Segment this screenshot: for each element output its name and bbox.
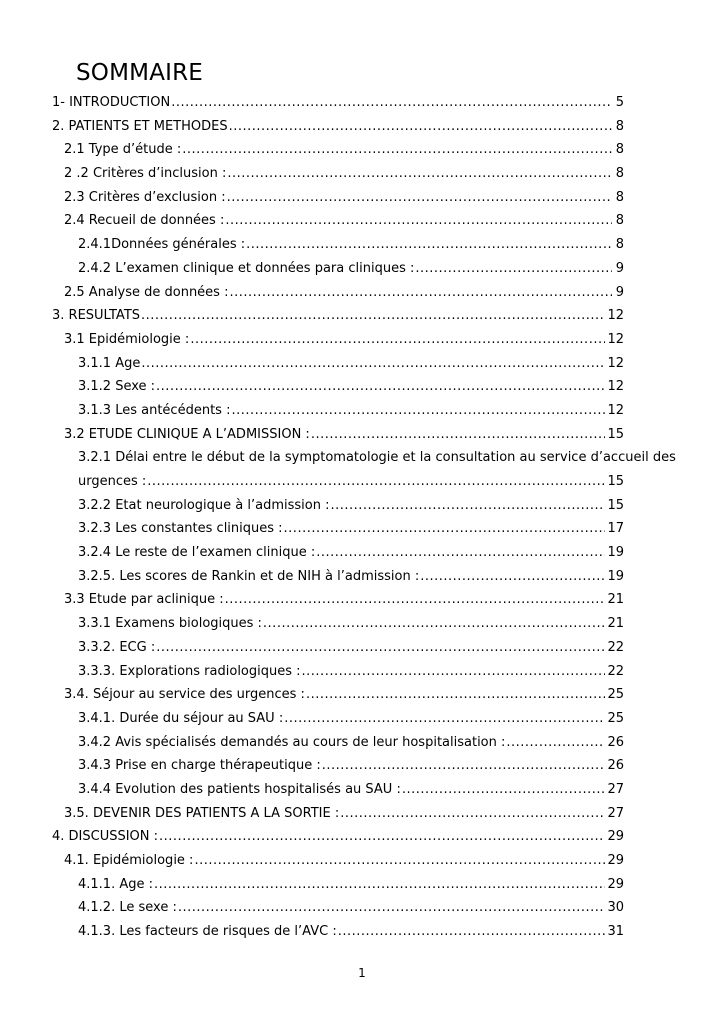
toc-entry-page-number: 9 xyxy=(615,260,624,276)
dot-leader xyxy=(338,920,606,944)
dot-leader xyxy=(420,565,605,589)
dot-leader xyxy=(506,731,605,755)
toc-entry-page-number: 15 xyxy=(607,497,624,513)
toc-entry-label: 4.1.3. Les facteurs de risques de l’AVC : xyxy=(78,924,337,940)
toc-entry-label: 3.2.1 Délai entre le début de la symptomatologie et la consultation au service d’accueil des xyxy=(78,450,676,466)
dot-leader xyxy=(194,849,605,873)
toc-entry-page-number: 15 xyxy=(607,426,624,442)
toc-entry-page-number: 17 xyxy=(607,521,624,537)
toc-entry-page-number: 26 xyxy=(607,734,624,750)
toc-entry-label: 2 .2 Critères d’inclusion : xyxy=(64,166,227,182)
toc-entry-page-number: 31 xyxy=(607,924,624,940)
toc-entry-label: 2.4.2 L’examen clinique et données para cliniques : xyxy=(78,260,415,276)
dot-leader xyxy=(178,896,606,920)
toc-entry-page-number: 12 xyxy=(607,402,624,418)
toc-entry-label: 3.4.3 Prise en charge thérapeutique : xyxy=(78,758,321,774)
toc-entry-page-number: 22 xyxy=(607,663,624,679)
toc-entry[interactable] xyxy=(0,162,724,186)
toc-entry-label: 3.3 Etude par aclinique : xyxy=(64,592,224,608)
toc-entry-label: 3.2.2 Etat neurologique à l’admission : xyxy=(78,497,330,513)
dot-leader xyxy=(402,778,606,802)
dot-leader xyxy=(246,233,612,257)
toc-entry-page-number: 29 xyxy=(607,853,624,869)
toc-entry-label: 3.2.5. Les scores de Rankin et de NIH à l’admission : xyxy=(78,568,420,584)
dot-leader xyxy=(231,399,605,423)
toc-entry-label: 3.3.1 Examens biologiques : xyxy=(78,616,262,632)
dot-leader xyxy=(227,186,612,210)
toc-entry-label: 1- INTRODUCTION xyxy=(52,95,171,110)
dot-leader xyxy=(147,470,605,494)
toc-entry[interactable] xyxy=(0,304,724,328)
toc-entry[interactable] xyxy=(0,209,724,233)
toc-entry-label: 3.2 ETUDE CLINIQUE A L’ADMISSION : xyxy=(64,426,310,442)
toc-entry[interactable] xyxy=(0,233,724,257)
toc-entry-label: 3.4.2 Avis spécialisés demandés au cours de leur hospitalisation : xyxy=(78,734,506,750)
toc-entry[interactable] xyxy=(0,446,724,493)
toc-entry-page-number: 27 xyxy=(607,781,624,797)
dot-leader xyxy=(154,873,605,897)
toc-entry[interactable] xyxy=(0,825,724,849)
dot-leader xyxy=(141,352,605,376)
toc-entry-label: 3.4.4 Evolution des patients hospitalisés au SAU : xyxy=(78,781,401,797)
dot-leader xyxy=(227,162,612,186)
toc-entry[interactable] xyxy=(0,683,724,707)
dot-leader xyxy=(415,257,612,281)
toc-entry-label: 3.1.3 Les antécédents : xyxy=(78,402,231,418)
dot-leader xyxy=(156,375,605,399)
toc-entry-page-number: 27 xyxy=(607,805,624,821)
toc-entry-label: 3.3.3. Explorations radiologiques : xyxy=(78,663,301,679)
toc-entry[interactable] xyxy=(0,399,724,423)
toc-entry-label: 3.3.2. ECG : xyxy=(78,639,156,655)
dot-leader xyxy=(229,115,612,139)
toc-entry-page-number: 25 xyxy=(607,710,624,726)
toc-entry-page-number: 8 xyxy=(615,213,624,229)
toc-entry[interactable] xyxy=(0,494,724,518)
toc-entry-label: 3.2.3 Les constantes cliniques : xyxy=(78,521,283,537)
toc-entry-page-number: 25 xyxy=(607,687,624,703)
toc-entry[interactable] xyxy=(0,328,724,352)
toc-entry-page-number: 9 xyxy=(615,284,624,300)
page-number: 1 xyxy=(358,966,366,980)
dot-leader xyxy=(141,304,605,328)
toc-entry[interactable] xyxy=(0,541,724,565)
toc-entry[interactable] xyxy=(0,849,724,873)
toc-entry-page-number: 29 xyxy=(607,876,624,892)
toc-entry-page-number: 15 xyxy=(607,474,624,489)
toc-entry-page-number: 5 xyxy=(615,95,624,110)
toc-entry[interactable] xyxy=(0,707,724,731)
toc-entry-page-number: 19 xyxy=(607,545,624,561)
toc-entry-label: 2.5 Analyse de données : xyxy=(64,284,229,300)
dot-leader xyxy=(284,517,606,541)
toc-entry[interactable] xyxy=(0,352,724,376)
toc-entry-label: 2.4.1Données générales : xyxy=(78,237,246,253)
toc-entry[interactable] xyxy=(0,588,724,612)
dot-leader xyxy=(190,328,605,352)
toc-entry-page-number: 8 xyxy=(615,237,624,253)
toc-entry-page-number: 8 xyxy=(615,189,624,205)
toc-entry-label: 3.1 Epidémiologie : xyxy=(64,331,190,347)
toc-entry-page-number: 12 xyxy=(607,331,624,347)
dot-leader xyxy=(182,138,612,162)
dot-leader xyxy=(159,825,605,849)
toc-entry-page-number: 12 xyxy=(607,308,624,324)
toc-entry[interactable] xyxy=(0,612,724,636)
toc-entry-label: 3.1.2 Sexe : xyxy=(78,379,156,395)
toc-entry-label: 4.1.2. Le sexe : xyxy=(78,900,177,916)
toc-entry-page-number: 21 xyxy=(607,592,624,608)
toc-entry-page-number: 26 xyxy=(607,758,624,774)
toc-entry[interactable] xyxy=(0,920,724,944)
toc-entry[interactable] xyxy=(0,636,724,660)
toc-entry-label-continuation: urgences : xyxy=(78,474,147,489)
toc-entry[interactable] xyxy=(0,565,724,589)
dot-leader xyxy=(302,660,606,684)
toc-entry-page-number: 30 xyxy=(607,900,624,916)
toc-entry-label: 3.5. DEVENIR DES PATIENTS A LA SORTIE : xyxy=(64,805,340,821)
toc-entry[interactable] xyxy=(0,91,724,115)
toc-entry[interactable] xyxy=(0,754,724,778)
toc-entry[interactable] xyxy=(0,778,724,802)
toc-entry-label: 2.4 Recueil de données : xyxy=(64,213,225,229)
toc-entry-page-number: 8 xyxy=(615,166,624,182)
toc-entry[interactable] xyxy=(0,281,724,305)
toc-entry-label: 4.1. Epidémiologie : xyxy=(64,853,194,869)
toc-entry-page-number: 21 xyxy=(607,616,624,632)
toc-entry[interactable] xyxy=(0,423,724,447)
toc-entry-label: 3. RESULTATS xyxy=(52,308,141,324)
toc-entry-page-number: 29 xyxy=(607,829,624,845)
toc-entry[interactable] xyxy=(0,375,724,399)
toc-entry[interactable] xyxy=(0,138,724,162)
toc-entry-label: 4.1.1. Age : xyxy=(78,876,153,892)
dot-leader xyxy=(311,423,606,447)
toc-entry[interactable] xyxy=(0,517,724,541)
dot-leader xyxy=(225,209,612,233)
dot-leader xyxy=(284,707,605,731)
toc-entry[interactable] xyxy=(0,660,724,684)
toc-entry-label: 3.4. Séjour au service des urgences : xyxy=(64,687,305,703)
toc-entry[interactable] xyxy=(0,873,724,897)
dot-leader xyxy=(322,754,606,778)
dot-leader xyxy=(263,612,606,636)
toc-entry-page-number: 12 xyxy=(607,355,624,371)
toc-entry[interactable] xyxy=(0,802,724,826)
toc-entry-label: 4. DISCUSSION : xyxy=(52,829,159,845)
toc-entry-label: 2.3 Critères d’exclusion : xyxy=(64,189,226,205)
dot-leader xyxy=(330,494,605,518)
table-of-contents xyxy=(0,91,724,944)
toc-entry-label: 3.4.1. Durée du séjour au SAU : xyxy=(78,710,284,726)
toc-entry-label: 3.2.4 Le reste de l’examen clinique : xyxy=(78,545,316,561)
toc-entry-label: 2.1 Type d’étude : xyxy=(64,142,182,158)
toc-entry[interactable] xyxy=(0,186,724,210)
toc-entry-page-number: 8 xyxy=(615,118,624,134)
toc-entry[interactable] xyxy=(0,115,724,139)
toc-entry[interactable] xyxy=(0,731,724,755)
dot-leader xyxy=(316,541,605,565)
toc-entry-page-number: 19 xyxy=(607,568,624,584)
toc-entry-label: 2. PATIENTS ET METHODES xyxy=(52,118,228,134)
dot-leader xyxy=(306,683,606,707)
toc-entry-page-number: 22 xyxy=(607,639,624,655)
toc-entry-label: 3.1.1 Age xyxy=(78,355,141,371)
dot-leader xyxy=(171,91,612,115)
dot-leader xyxy=(225,588,606,612)
toc-entry[interactable] xyxy=(0,257,724,281)
toc-entry-page-number: 8 xyxy=(615,142,624,158)
toc-entry[interactable] xyxy=(0,896,724,920)
dot-leader xyxy=(156,636,605,660)
dot-leader xyxy=(340,802,605,826)
toc-entry-page-number: 12 xyxy=(607,379,624,395)
page-title: SOMMAIRE xyxy=(76,60,204,86)
dot-leader xyxy=(229,281,612,305)
